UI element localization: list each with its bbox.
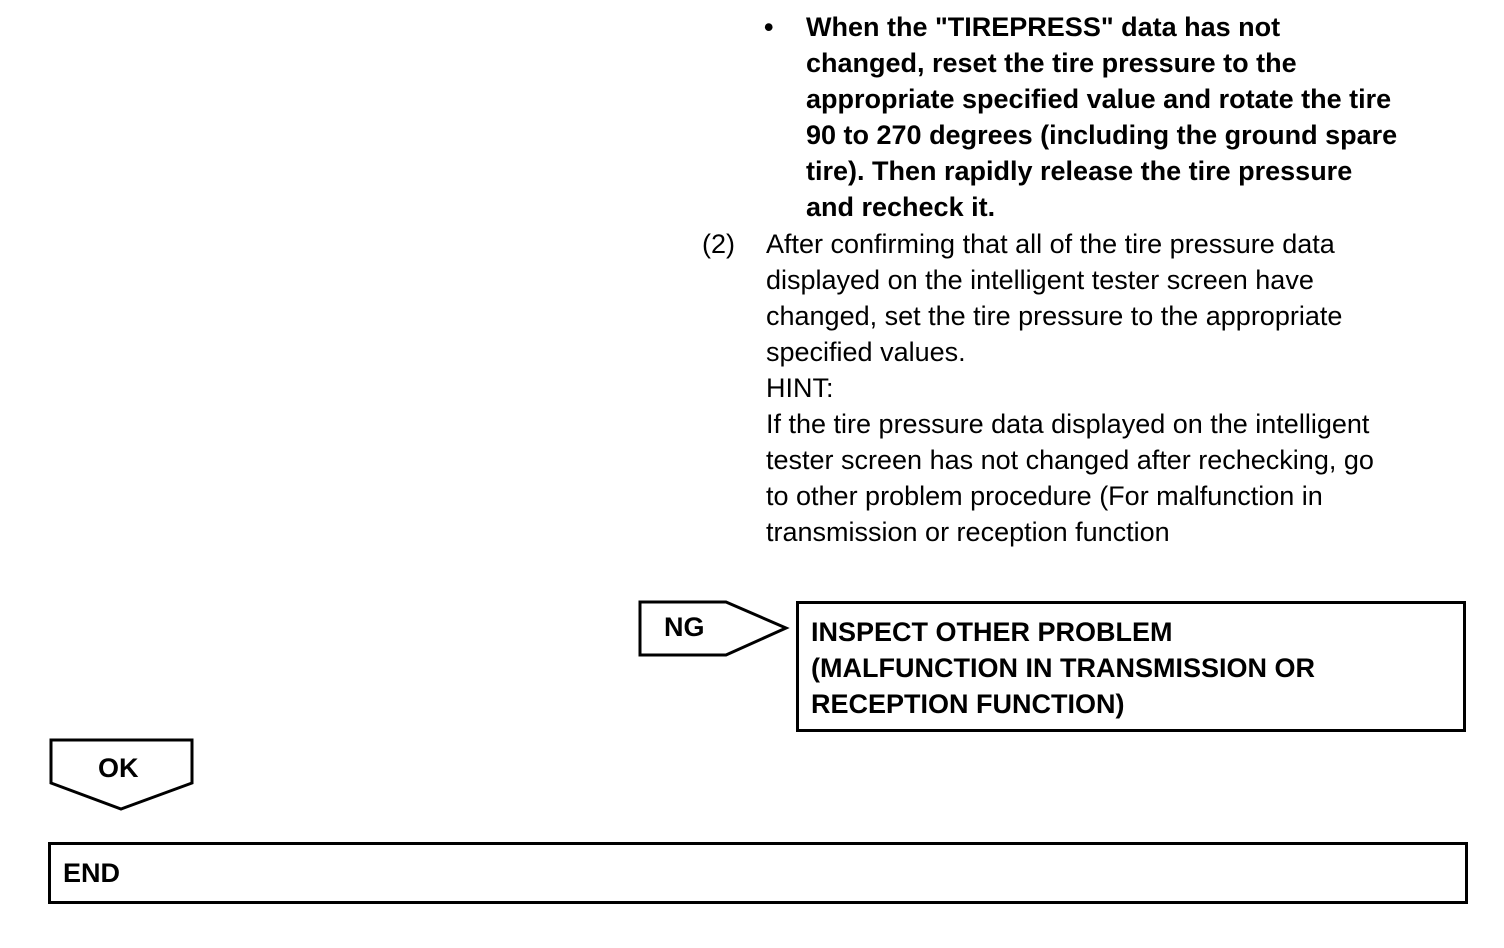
ng-target-line: RECEPTION FUNCTION) [811, 689, 1125, 719]
step-text [766, 226, 1476, 370]
ng-target-line: INSPECT OTHER PROBLEM [811, 617, 1173, 647]
step-line: changed, set the tire pressure to the appropriate [766, 301, 1343, 331]
bullet-line: and recheck it. [806, 192, 996, 222]
hint-line: transmission or reception function [766, 517, 1170, 547]
ok-label: OK [98, 753, 139, 783]
bullet-line: appropriate specified value and rotate the tire [806, 84, 1392, 114]
hint-line: tester screen has not changed after rechecking, go [766, 445, 1374, 475]
bullet-marker: • [764, 12, 774, 42]
bullet-line: changed, reset the tire pressure to the [806, 48, 1297, 78]
ng-target-line: (MALFUNCTION IN TRANSMISSION OR [811, 653, 1315, 683]
hint-text [766, 406, 1486, 550]
bullet-line: tire). Then rapidly release the tire pressure [806, 156, 1353, 186]
bullet-text [806, 9, 1486, 225]
hint-line: to other problem procedure (For malfunction in [766, 481, 1323, 511]
bullet-line: When the "TIREPRESS" data has not [806, 12, 1281, 42]
step-line: displayed on the intelligent tester screen have [766, 265, 1314, 295]
step-number: (2) [702, 229, 735, 259]
hint-line: If the tire pressure data displayed on the intelligent [766, 409, 1370, 439]
ng-arrow-icon [638, 600, 790, 658]
step-line: After confirming that all of the tire pressure data [766, 229, 1335, 259]
bullet-line: 90 to 270 degrees (including the ground spare [806, 120, 1398, 150]
end-box: END [48, 842, 1468, 904]
step-line: specified values. [766, 337, 966, 367]
inspect-other-problem-box [796, 601, 1466, 732]
hint-label: HINT: [766, 373, 834, 403]
ng-label: NG [664, 612, 705, 642]
